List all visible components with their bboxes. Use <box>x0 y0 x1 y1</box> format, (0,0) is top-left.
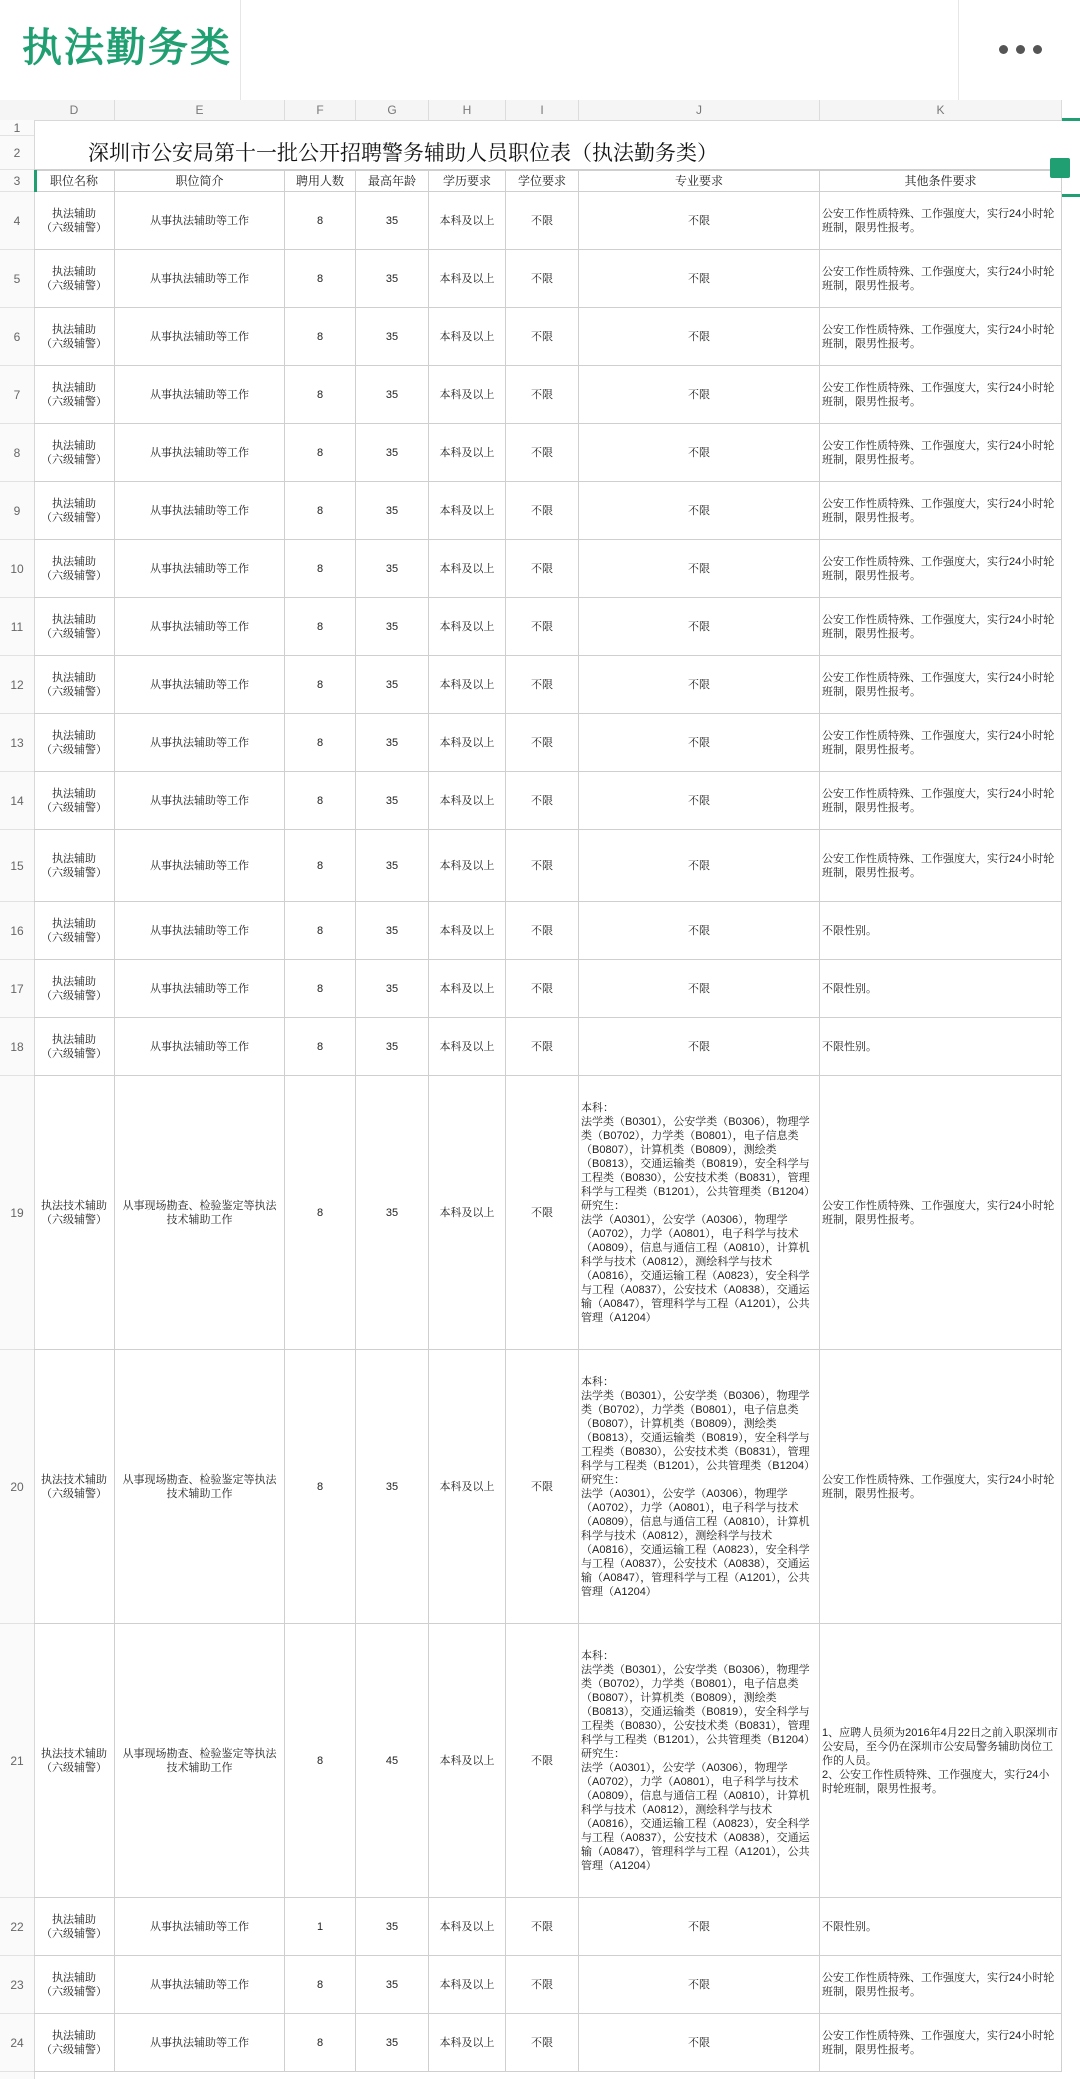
header-cell[interactable]: 其他条件要求 <box>820 170 1062 192</box>
cell-major[interactable]: 不限 <box>579 772 820 830</box>
cell-name[interactable]: 执法辅助 （六级辅警） <box>34 424 115 482</box>
cell-age[interactable]: 35 <box>356 960 429 1018</box>
cell-degree[interactable]: 不限 <box>506 902 579 960</box>
cell-degree[interactable]: 不限 <box>506 1076 579 1350</box>
column-header-k[interactable]: K <box>820 100 1062 120</box>
cell-major[interactable]: 不限 <box>579 960 820 1018</box>
cell-name[interactable]: 执法辅助 （六级辅警） <box>34 598 115 656</box>
cell-edu[interactable]: 本科及以上 <box>429 656 506 714</box>
row-number[interactable]: 3 <box>0 170 34 192</box>
more-horizontal-icon <box>1016 45 1025 54</box>
cell-age[interactable]: 35 <box>356 250 429 308</box>
cell-count[interactable]: 8 <box>285 308 356 366</box>
cell-count[interactable]: 8 <box>285 424 356 482</box>
row-number[interactable]: 18 <box>0 1018 34 1076</box>
cell-name[interactable]: 执法辅助 （六级辅警） <box>34 960 115 1018</box>
cell-count[interactable]: 8 <box>285 250 356 308</box>
row-number[interactable]: 16 <box>0 902 34 960</box>
selection-marker <box>1062 194 1080 197</box>
table-row <box>34 540 1062 598</box>
cell-other[interactable]: 公安工作性质特殊、工作强度大，实行24小时轮班制，限男性报考。 <box>820 2014 1062 2072</box>
cell-count[interactable]: 8 <box>285 960 356 1018</box>
cell-major[interactable]: 不限 <box>579 424 820 482</box>
more-options-button[interactable] <box>975 20 1065 78</box>
cell-degree[interactable]: 不限 <box>506 424 579 482</box>
cell-other[interactable]: 公安工作性质特殊、工作强度大，实行24小时轮班制，限男性报考。 <box>820 1350 1062 1624</box>
cell-edu[interactable]: 本科及以上 <box>429 830 506 902</box>
cell-age[interactable]: 35 <box>356 714 429 772</box>
cell-degree[interactable]: 不限 <box>506 772 579 830</box>
cell-degree[interactable]: 不限 <box>506 540 579 598</box>
table-row <box>34 366 1062 424</box>
cell-age[interactable]: 35 <box>356 424 429 482</box>
cell-major[interactable]: 本科： 法学类（B0301），公安学类（B0306），物理学类（B0702），力学类（B0801），电子信息类（B0807），计算机类（B0809），测绘类（B0813），交通运输类（B0819），安全科学与工程类（B0830），公安技术类（B0831），管理科学与工程类（B1201），公共管理类（B1204） 研究生： 法学（A0301），公安学（A0306），物理学（A0702），力学（A0801），电子科学与技术（A0809），信息与通信工程（A0810），计算机科学与技术（A0812），测绘科学与技术（A0816），交通运输工程（A0823），安全科学与工程（A0837），公安技术（A0838），交通运输（A0847），管理科学与工程（A1201），公共管理（A1204） <box>579 1076 820 1350</box>
table-row <box>34 308 1062 366</box>
cell-name[interactable]: 执法技术辅助 （六级辅警） <box>34 1076 115 1350</box>
cell-count[interactable]: 8 <box>285 656 356 714</box>
table-row <box>34 714 1062 772</box>
column-header-i[interactable]: I <box>506 100 579 120</box>
table-row <box>34 424 1062 482</box>
more-horizontal-icon <box>999 45 1008 54</box>
cell-count[interactable]: 8 <box>285 192 356 250</box>
cell-age[interactable]: 35 <box>356 1076 429 1350</box>
cell-major[interactable]: 不限 <box>579 192 820 250</box>
cell-name[interactable]: 执法技术辅助 （六级辅警） <box>34 1624 115 1898</box>
row-number-column <box>0 120 35 2079</box>
cell-other[interactable]: 公安工作性质特殊、工作强度大，实行24小时轮班制，限男性报考。 <box>820 540 1062 598</box>
header-cell[interactable]: 职位名称 <box>34 170 115 192</box>
table-row <box>34 1956 1062 2014</box>
cell-count[interactable]: 8 <box>285 1018 356 1076</box>
column-header-bar <box>0 100 1062 121</box>
table-row <box>34 772 1062 830</box>
cell-age[interactable]: 35 <box>356 540 429 598</box>
cell-major[interactable]: 不限 <box>579 366 820 424</box>
cell-desc[interactable]: 从事执法辅助等工作 <box>115 1018 285 1076</box>
cell-desc[interactable]: 从事现场勘查、检验鉴定等执法技术辅助工作 <box>115 1076 285 1350</box>
cell-degree[interactable]: 不限 <box>506 960 579 1018</box>
cell-other[interactable]: 公安工作性质特殊、工作强度大，实行24小时轮班制，限男性报考。 <box>820 482 1062 540</box>
cell-other[interactable]: 公安工作性质特殊、工作强度大，实行24小时轮班制，限男性报考。 <box>820 598 1062 656</box>
cell-age[interactable]: 35 <box>356 366 429 424</box>
cell-name[interactable]: 执法辅助 （六级辅警） <box>34 714 115 772</box>
cell-edu[interactable]: 本科及以上 <box>429 714 506 772</box>
sheet-title[interactable]: 执法勤务类 <box>22 25 232 71</box>
cell-major[interactable]: 不限 <box>579 598 820 656</box>
cell-other[interactable]: 不限性别。 <box>820 1018 1062 1076</box>
cell-name[interactable]: 执法辅助 （六级辅警） <box>34 830 115 902</box>
cell-other[interactable]: 公安工作性质特殊、工作强度大，实行24小时轮班制，限男性报考。 <box>820 308 1062 366</box>
cell-major[interactable]: 不限 <box>579 902 820 960</box>
header-row <box>34 170 1062 192</box>
cell-major[interactable]: 不限 <box>579 250 820 308</box>
cell-desc[interactable]: 从事执法辅助等工作 <box>115 830 285 902</box>
table-row <box>34 1350 1062 1624</box>
table-row <box>34 1898 1062 1956</box>
cell-count[interactable]: 8 <box>285 598 356 656</box>
cell-degree[interactable]: 不限 <box>506 366 579 424</box>
cell-count[interactable]: 8 <box>285 1076 356 1350</box>
row-number[interactable]: 4 <box>0 192 34 250</box>
cell-name[interactable]: 执法辅助 （六级辅警） <box>34 772 115 830</box>
cell-other[interactable]: 公安工作性质特殊、工作强度大，实行24小时轮班制，限男性报考。 <box>820 424 1062 482</box>
cell-major[interactable]: 不限 <box>579 1898 820 1956</box>
row-number[interactable]: 21 <box>0 1624 34 1898</box>
row-number[interactable]: 10 <box>0 540 34 598</box>
cell-age[interactable]: 35 <box>356 1956 429 2014</box>
cell-degree[interactable]: 不限 <box>506 656 579 714</box>
cell-desc[interactable]: 从事执法辅助等工作 <box>115 540 285 598</box>
table-row <box>34 830 1062 902</box>
cell-other[interactable]: 公安工作性质特殊、工作强度大，实行24小时轮班制，限男性报考。 <box>820 714 1062 772</box>
cell-other[interactable]: 不限性别。 <box>820 1898 1062 1956</box>
cell-name[interactable]: 执法辅助 （六级辅警） <box>34 192 115 250</box>
cell-other[interactable]: 不限性别。 <box>820 960 1062 1018</box>
column-header-e[interactable]: E <box>115 100 285 120</box>
cell-name[interactable]: 执法辅助 （六级辅警） <box>34 1956 115 2014</box>
cell-count[interactable]: 8 <box>285 714 356 772</box>
divider <box>240 0 241 100</box>
header-cell[interactable]: 聘用人数 <box>285 170 356 192</box>
table-row <box>34 656 1062 714</box>
column-header-f[interactable]: F <box>285 100 356 120</box>
cell-edu[interactable]: 本科及以上 <box>429 1898 506 1956</box>
cell-age[interactable]: 45 <box>356 1624 429 1898</box>
row-number[interactable]: 6 <box>0 308 34 366</box>
cell-degree[interactable]: 不限 <box>506 482 579 540</box>
column-header-d[interactable]: D <box>34 100 115 120</box>
cell-degree[interactable]: 不限 <box>506 598 579 656</box>
row-number[interactable]: 8 <box>0 424 34 482</box>
cell-major[interactable]: 不限 <box>579 1018 820 1076</box>
cell-count[interactable]: 8 <box>285 540 356 598</box>
cell-edu[interactable]: 本科及以上 <box>429 960 506 1018</box>
cell-desc[interactable]: 从事执法辅助等工作 <box>115 424 285 482</box>
cell-other[interactable]: 公安工作性质特殊、工作强度大，实行24小时轮班制，限男性报考。 <box>820 1076 1062 1350</box>
cell-count[interactable]: 8 <box>285 902 356 960</box>
cell-count[interactable]: 8 <box>285 830 356 902</box>
cell-name[interactable]: 执法辅助 （六级辅警） <box>34 366 115 424</box>
cell-other[interactable]: 公安工作性质特殊、工作强度大，实行24小时轮班制，限男性报考。 <box>820 250 1062 308</box>
cell-desc[interactable]: 从事执法辅助等工作 <box>115 482 285 540</box>
cell-age[interactable]: 35 <box>356 772 429 830</box>
cell-edu[interactable]: 本科及以上 <box>429 1018 506 1076</box>
cell-other[interactable]: 1、应聘人员须为2016年4月22日之前入职深圳市公安局，至今仍在深圳市公安局警务辅助岗位工作的人员。 2、公安工作性质特殊、工作强度大，实行24小时轮班制，限男性报考。 <box>820 1624 1062 1898</box>
cell-desc[interactable]: 从事执法辅助等工作 <box>115 902 285 960</box>
header-cell[interactable]: 最高年龄 <box>356 170 429 192</box>
cell-age[interactable]: 35 <box>356 656 429 714</box>
cell-edu[interactable]: 本科及以上 <box>429 902 506 960</box>
row-number[interactable]: 11 <box>0 598 34 656</box>
table-row <box>34 598 1062 656</box>
cell-other[interactable]: 公安工作性质特殊、工作强度大，实行24小时轮班制，限男性报考。 <box>820 656 1062 714</box>
cell-edu[interactable]: 本科及以上 <box>429 1956 506 2014</box>
cell-major[interactable]: 不限 <box>579 1956 820 2014</box>
cell-count[interactable]: 8 <box>285 2014 356 2072</box>
cell-name[interactable]: 执法辅助 （六级辅警） <box>34 308 115 366</box>
cell-age[interactable]: 35 <box>356 1018 429 1076</box>
cell-degree[interactable]: 不限 <box>506 250 579 308</box>
table-row <box>34 250 1062 308</box>
row-number[interactable]: 5 <box>0 250 34 308</box>
cell-name[interactable]: 执法辅助 （六级辅警） <box>34 1018 115 1076</box>
toolbar <box>0 0 1080 100</box>
cell-desc[interactable]: 从事执法辅助等工作 <box>115 772 285 830</box>
cell-name[interactable]: 执法辅助 （六级辅警） <box>34 250 115 308</box>
cell-desc[interactable]: 从事执法辅助等工作 <box>115 1956 285 2014</box>
cell-age[interactable]: 35 <box>356 1898 429 1956</box>
title-row <box>34 136 1062 170</box>
cell-degree[interactable]: 不限 <box>506 830 579 902</box>
column-header-h[interactable]: H <box>429 100 506 120</box>
cell-edu[interactable]: 本科及以上 <box>429 482 506 540</box>
cell-edu[interactable]: 本科及以上 <box>429 598 506 656</box>
cell-degree[interactable]: 不限 <box>506 1018 579 1076</box>
row-number[interactable]: 7 <box>0 366 34 424</box>
cell-degree[interactable]: 不限 <box>506 192 579 250</box>
cell-count[interactable]: 8 <box>285 1350 356 1624</box>
row-number[interactable]: 22 <box>0 1898 34 1956</box>
cell-major[interactable]: 本科： 法学类（B0301），公安学类（B0306），物理学类（B0702），力学类（B0801），电子信息类（B0807），计算机类（B0809），测绘类（B0813），交通运输类（B0819），安全科学与工程类（B0830），公安技术类（B0831），管理科学与工程类（B1201），公共管理类（B1204） 研究生： 法学（A0301），公安学（A0306），物理学（A0702），力学（A0801），电子科学与技术（A0809），信息与通信工程（A0810），计算机科学与技术（A0812），测绘科学与技术（A0816），交通运输工程（A0823），安全科学与工程（A0837），公安技术（A0838），交通运输（A0847），管理科学与工程（A1201），公共管理（A1204） <box>579 1350 820 1624</box>
cell-desc[interactable]: 从事执法辅助等工作 <box>115 366 285 424</box>
row-number[interactable]: 2 <box>0 136 34 170</box>
cell-major[interactable]: 不限 <box>579 2014 820 2072</box>
table-row <box>34 2014 1062 2072</box>
cell-desc[interactable]: 从事执法辅助等工作 <box>115 250 285 308</box>
cell-age[interactable]: 35 <box>356 902 429 960</box>
cell-degree[interactable]: 不限 <box>506 1956 579 2014</box>
cell-age[interactable]: 35 <box>356 308 429 366</box>
cell-edu[interactable]: 本科及以上 <box>429 308 506 366</box>
cell-age[interactable]: 35 <box>356 192 429 250</box>
cell-name[interactable]: 执法辅助 （六级辅警） <box>34 902 115 960</box>
table-row <box>34 1076 1062 1350</box>
row-number[interactable]: 12 <box>0 656 34 714</box>
cell-count[interactable]: 8 <box>285 1956 356 2014</box>
cell-edu[interactable]: 本科及以上 <box>429 192 506 250</box>
cell-name[interactable]: 执法辅助 （六级辅警） <box>34 482 115 540</box>
cell-other[interactable]: 公安工作性质特殊、工作强度大，实行24小时轮班制，限男性报考。 <box>820 772 1062 830</box>
row-number[interactable]: 9 <box>0 482 34 540</box>
cell-name[interactable]: 执法技术辅助 （六级辅警） <box>34 1350 115 1624</box>
cell-other[interactable]: 公安工作性质特殊、工作强度大，实行24小时轮班制，限男性报考。 <box>820 1956 1062 2014</box>
cell-edu[interactable]: 本科及以上 <box>429 366 506 424</box>
selection-indicator <box>34 170 37 192</box>
row-number[interactable]: 19 <box>0 1076 34 1350</box>
cell-edu[interactable]: 本科及以上 <box>429 1076 506 1350</box>
cell-count[interactable]: 1 <box>285 1898 356 1956</box>
cell-age[interactable]: 35 <box>356 482 429 540</box>
cell-desc[interactable]: 从事执法辅助等工作 <box>115 308 285 366</box>
cell-edu[interactable]: 本科及以上 <box>429 2014 506 2072</box>
cell-edu[interactable]: 本科及以上 <box>429 1350 506 1624</box>
cell-name[interactable]: 执法辅助 （六级辅警） <box>34 1898 115 1956</box>
header-cell[interactable]: 专业要求 <box>579 170 820 192</box>
row-number[interactable]: 13 <box>0 714 34 772</box>
header-cell[interactable]: 学位要求 <box>506 170 579 192</box>
cell-degree[interactable]: 不限 <box>506 2014 579 2072</box>
cell-other[interactable]: 公安工作性质特殊、工作强度大，实行24小时轮班制，限男性报考。 <box>820 366 1062 424</box>
cell-major[interactable]: 不限 <box>579 830 820 902</box>
cell-desc[interactable]: 从事现场勘查、检验鉴定等执法技术辅助工作 <box>115 1624 285 1898</box>
row-number[interactable]: 20 <box>0 1350 34 1624</box>
table-row <box>34 1018 1062 1076</box>
table-title[interactable]: 深圳市公安局第十一批公开招聘警务辅助人员职位表（执法勤务类） <box>34 136 1062 170</box>
cell-age[interactable]: 35 <box>356 830 429 902</box>
cell-count[interactable]: 8 <box>285 772 356 830</box>
cell-edu[interactable]: 本科及以上 <box>429 424 506 482</box>
table-row <box>34 192 1062 250</box>
table-row <box>34 1624 1062 1898</box>
cell-degree[interactable]: 不限 <box>506 1350 579 1624</box>
cell-degree[interactable]: 不限 <box>506 1624 579 1898</box>
cell-other[interactable]: 公安工作性质特殊、工作强度大，实行24小时轮班制，限男性报考。 <box>820 192 1062 250</box>
column-header-j[interactable]: J <box>579 100 820 120</box>
header-cell[interactable]: 学历要求 <box>429 170 506 192</box>
cell-desc[interactable]: 从事执法辅助等工作 <box>115 656 285 714</box>
cell-count[interactable]: 8 <box>285 1624 356 1898</box>
row-number[interactable]: 24 <box>0 2014 34 2072</box>
cell-desc[interactable]: 从事现场勘查、检验鉴定等执法技术辅助工作 <box>115 1350 285 1624</box>
more-horizontal-icon <box>1033 45 1042 54</box>
cell-desc[interactable]: 从事执法辅助等工作 <box>115 598 285 656</box>
cell-name[interactable]: 执法辅助 （六级辅警） <box>34 656 115 714</box>
selection-marker <box>1062 118 1080 121</box>
cell-degree[interactable]: 不限 <box>506 714 579 772</box>
divider <box>958 0 959 100</box>
cell-major[interactable]: 不限 <box>579 308 820 366</box>
cell-edu[interactable]: 本科及以上 <box>429 250 506 308</box>
cell-degree[interactable]: 不限 <box>506 1898 579 1956</box>
cell-age[interactable]: 35 <box>356 1350 429 1624</box>
table-row <box>34 482 1062 540</box>
cell-major[interactable]: 不限 <box>579 540 820 598</box>
row-number[interactable]: 23 <box>0 1956 34 2014</box>
cell-desc[interactable]: 从事执法辅助等工作 <box>115 1898 285 1956</box>
cell-desc[interactable]: 从事执法辅助等工作 <box>115 960 285 1018</box>
cell-age[interactable]: 35 <box>356 2014 429 2072</box>
cell-name[interactable]: 执法辅助 （六级辅警） <box>34 2014 115 2072</box>
spreadsheet-grid[interactable] <box>0 100 1080 2079</box>
cell-major[interactable]: 不限 <box>579 714 820 772</box>
cell-edu[interactable]: 本科及以上 <box>429 540 506 598</box>
cell-major[interactable]: 本科： 法学类（B0301），公安学类（B0306），物理学类（B0702），力学类（B0801），电子信息类（B0807），计算机类（B0809），测绘类（B0813），交通运输类（B0819），安全科学与工程类（B0830），公安技术类（B0831），管理科学与工程类（B1201），公共管理类（B1204） 研究生： 法学（A0301），公安学（A0306），物理学（A0702），力学（A0801），电子科学与技术（A0809），信息与通信工程（A0810），计算机科学与技术（A0812），测绘科学与技术（A0816），交通运输工程（A0823），安全科学与工程（A0837），公安技术（A0838），交通运输（A0847），管理科学与工程（A1201），公共管理（A1204） <box>579 1624 820 1898</box>
cell-other[interactable]: 不限性别。 <box>820 902 1062 960</box>
cell-name[interactable]: 执法辅助 （六级辅警） <box>34 540 115 598</box>
cell-count[interactable]: 8 <box>285 366 356 424</box>
header-cell[interactable]: 职位简介 <box>115 170 285 192</box>
cell-edu[interactable]: 本科及以上 <box>429 772 506 830</box>
cell-major[interactable]: 不限 <box>579 482 820 540</box>
cell-degree[interactable]: 不限 <box>506 308 579 366</box>
row-number[interactable]: 17 <box>0 960 34 1018</box>
row-number[interactable]: 1 <box>0 120 34 136</box>
cell-other[interactable]: 公安工作性质特殊、工作强度大，实行24小时轮班制，限男性报考。 <box>820 830 1062 902</box>
table-row <box>34 960 1062 1018</box>
cell-age[interactable]: 35 <box>356 598 429 656</box>
cell-desc[interactable]: 从事执法辅助等工作 <box>115 2014 285 2072</box>
cell-desc[interactable]: 从事执法辅助等工作 <box>115 714 285 772</box>
cell-count[interactable]: 8 <box>285 482 356 540</box>
cell-major[interactable]: 不限 <box>579 656 820 714</box>
column-header-g[interactable]: G <box>356 100 429 120</box>
selection-handle[interactable] <box>1050 158 1070 178</box>
table-row <box>34 902 1062 960</box>
cell-edu[interactable]: 本科及以上 <box>429 1624 506 1898</box>
cell-desc[interactable]: 从事执法辅助等工作 <box>115 192 285 250</box>
row-number[interactable]: 15 <box>0 830 34 902</box>
row-number[interactable]: 14 <box>0 772 34 830</box>
